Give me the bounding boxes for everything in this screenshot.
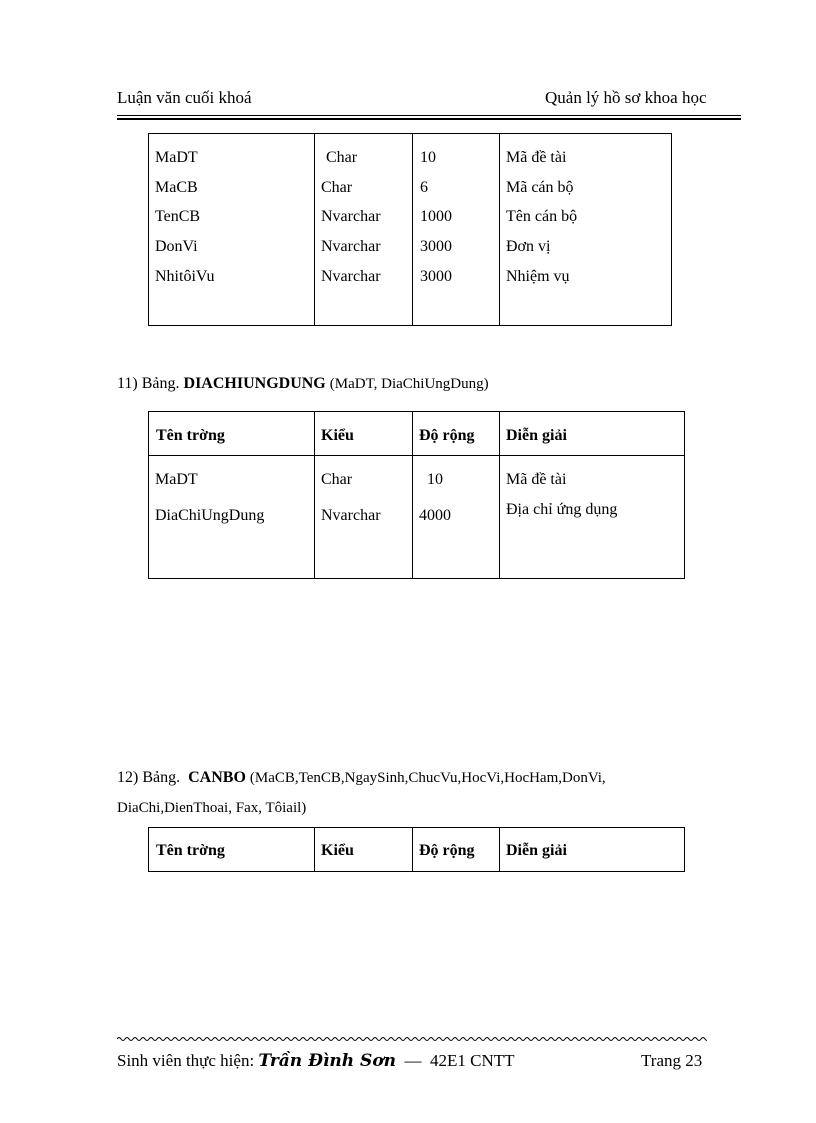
- table-cell: Char: [321, 179, 353, 196]
- table-cell: Nvarchar: [321, 268, 381, 285]
- table-cell: 4000: [419, 507, 451, 524]
- table-cell: 3000: [420, 268, 452, 285]
- table-cell: Char: [321, 471, 353, 488]
- column-divider: [412, 828, 413, 871]
- footer-wavy-rule: [117, 1034, 707, 1044]
- column-divider: [499, 134, 500, 325]
- header-left-title: Luận văn cuối khoá: [117, 88, 252, 107]
- table-cell: Mã đề tài: [506, 471, 567, 488]
- table-cell: 10: [420, 149, 436, 166]
- column-header: Tên trờng: [156, 427, 225, 444]
- header-rule: [117, 115, 741, 116]
- footer-page-number: Trang 23: [641, 1051, 703, 1070]
- table-cell: 10: [427, 471, 443, 488]
- header-rule-thick: [117, 118, 741, 120]
- column-divider: [412, 134, 413, 325]
- column-header: Độ rộng: [419, 842, 475, 859]
- section-12-caption: [117, 769, 606, 787]
- section-11-fields: (MaDT, DiaChiUngDung): [329, 376, 489, 392]
- table-canbo: [148, 827, 685, 872]
- column-divider: [499, 828, 500, 871]
- section-12-fields-line2: DiaChi,DienThoai, Fax, Tôiail): [117, 800, 307, 816]
- column-header: Kiểu: [321, 427, 354, 444]
- table-cell: Tên cán bộ: [506, 208, 578, 225]
- table-cell: TenCB: [155, 208, 201, 225]
- table-cell: Mã cán bộ: [506, 179, 574, 196]
- table-cell: DiaChiUngDung: [155, 507, 265, 524]
- table-cell: MaCB: [155, 179, 198, 196]
- section-11-caption: [117, 375, 489, 393]
- table-cell: 1000: [420, 208, 452, 225]
- column-divider: [499, 412, 500, 578]
- table-cell: Nvarchar: [321, 507, 381, 524]
- column-divider: [314, 134, 315, 325]
- table-cell: MaDT: [155, 471, 198, 488]
- header-right-title: Quản lý hồ sơ khoa học: [545, 88, 707, 107]
- table-cell: DonVi: [155, 238, 198, 255]
- column-header: Độ rộng: [419, 427, 475, 444]
- table-cell: MaDT: [155, 149, 198, 166]
- table-cell: Nvarchar: [321, 238, 381, 255]
- section-12-fields-line1: (MaCB,TenCB,NgaySinh,ChucVu,HocVi,HocHam,DonVi,: [249, 770, 606, 786]
- section-11-prefix: 11) Bảng.: [117, 375, 180, 392]
- footer-class: 42E1 CNTT: [430, 1051, 515, 1070]
- column-divider: [314, 828, 315, 871]
- section-12-table-name: CANBO: [188, 769, 246, 786]
- column-divider: [314, 412, 315, 578]
- table-continued: [148, 133, 672, 326]
- section-12-caption-line2: [117, 799, 306, 817]
- footer-dash: —: [404, 1051, 422, 1070]
- column-divider: [412, 412, 413, 578]
- table-cell: Nvarchar: [321, 208, 381, 225]
- table-cell: NhitôiVu: [155, 268, 215, 285]
- table-cell: Đơn vị: [506, 238, 551, 255]
- table-cell: Nhiệm vụ: [506, 268, 570, 285]
- table-cell: 3000: [420, 238, 452, 255]
- table-cell: Char: [326, 149, 358, 166]
- column-header: Diễn giải: [506, 427, 567, 444]
- header-divider: [149, 455, 684, 456]
- table-cell: 6: [420, 179, 428, 196]
- footer-author: Trần Đình Sơn: [258, 1051, 397, 1071]
- column-header: Kiểu: [321, 842, 354, 859]
- table-cell: Mã đề tài: [506, 149, 567, 166]
- column-header: Diễn giải: [506, 842, 567, 859]
- table-cell: Địa chỉ ứng dụng: [506, 501, 618, 518]
- footer-prefix: Sinh viên thực hiện:: [117, 1051, 255, 1070]
- table-diachiungdung: [148, 411, 685, 579]
- footer-credit: [117, 1051, 515, 1071]
- section-12-prefix: 12) Bảng.: [117, 769, 181, 786]
- section-11-table-name: DIACHIUNGDUNG: [183, 375, 326, 392]
- column-header: Tên trờng: [156, 842, 225, 859]
